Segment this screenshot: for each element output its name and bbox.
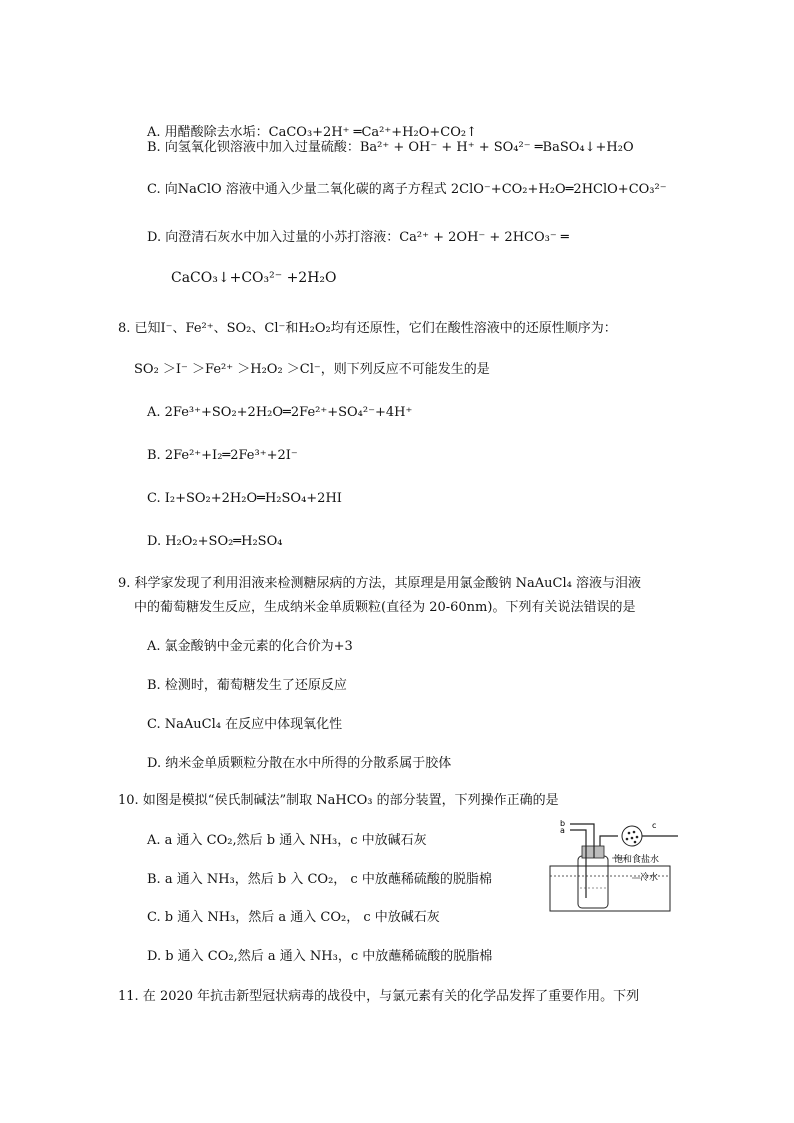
stopper: [582, 846, 604, 858]
q9-stem-line2: 中的葡萄糖发生反应，生成纳米金单质颗粒(直径为 20-60nm)。下列有关说法错误的是: [134, 600, 636, 615]
q11-stem: 11. 在 2020 年抗击新型冠状病毒的战役中，与氯元素有关的化学品发挥了重要作用。下列: [118, 989, 640, 1004]
q8-option-c: C. I₂+SO₂+2H₂O═H₂SO₄+2HI: [147, 491, 342, 506]
q8-stem: 8. 已知I⁻、Fe²⁺、SO₂、Cl⁻和H₂O₂均有还原性，它们在酸性溶液中的还原性顺序为：: [118, 321, 617, 336]
q7-option-a: A. 用醋酸除去水垢：CaCO₃+2H⁺ ═Ca²⁺+H₂O+CO₂↑: [147, 125, 477, 140]
q8-option-b: B. 2Fe²⁺+I₂═2Fe³⁺+2I⁻: [147, 448, 298, 463]
tube-c: [600, 836, 618, 846]
q9-option-b: B. 检测时，葡萄糖发生了还原反应: [147, 678, 347, 693]
q7-option-d: D. 向澄清石灰水中加入过量的小苏打溶液：Ca²⁺ + 2OH⁻ + 2HCO₃⁻ ═: [147, 230, 569, 245]
q10-stem: 10. 如图是模拟“侯氏制碱法”制取 NaHCO₃ 的部分装置，下列操作正确的是: [118, 793, 559, 808]
reaction-bottle: [578, 856, 608, 908]
drying-bulb: [622, 826, 642, 846]
label-b: b: [560, 819, 566, 828]
q9-option-a: A. 氯金酸钠中金元素的化合价为+3: [147, 639, 353, 654]
q10-option-c: C. b 通入 NH₃，然后 a 通入 CO₂， c 中放碱石灰: [147, 910, 440, 925]
q8-option-a: A. 2Fe³⁺+SO₂+2H₂O═2Fe²⁺+SO₄²⁻+4H⁺: [147, 405, 413, 420]
q7-option-c: C. 向NaClO 溶液中通入少量二氧化碳的离子方程式 2ClO⁻+CO₂+H₂O═2HClO+CO₃²⁻: [147, 182, 667, 197]
label-a: a: [560, 826, 565, 835]
apparatus-diagram: [548, 818, 680, 914]
q7-option-d-continuation: CaCO₃↓+CO₃²⁻ +2H₂O: [171, 270, 337, 286]
q8-stem-line2: SO₂ ＞I⁻ ＞Fe²⁺ ＞H₂O₂ ＞Cl⁻，则下列反应不可能发生的是: [134, 362, 490, 377]
q9-option-d: D. 纳米金单质颗粒分散在水中所得的分散系属于胶体: [147, 756, 452, 771]
label-c: c: [652, 821, 657, 830]
label-brine: 饱和食盐水: [614, 855, 660, 865]
q9-option-c: C. NaAuCl₄ 在反应中体现氧化性: [147, 717, 343, 732]
q9-stem: 9. 科学家发现了利用泪液来检测糖尿病的方法，其原理是用氯金酸钠 NaAuCl₄ 溶液与泪液: [118, 576, 642, 591]
q7-option-b: B. 向氢氧化钡溶液中加入过量硫酸：Ba²⁺ + OH⁻ + H⁺ + SO₄²⁻ ═BaSO₄↓+H₂O: [147, 140, 634, 155]
q10-option-a: A. a 通入 CO₂,然后 b 通入 NH₃，c 中放碱石灰: [147, 833, 427, 848]
label-cold-water: 冷水: [640, 873, 659, 883]
q8-option-d: D. H₂O₂+SO₂═H₂SO₄: [147, 534, 283, 549]
q10-option-d: D. b 通入 CO₂,然后 a 通入 NH₃，c 中放蘸稀硫酸的脱脂棉: [147, 949, 493, 964]
q10-option-b: B. a 通入 NH₃，然后 b 入 CO₂， c 中放蘸稀硫酸的脱脂棉: [147, 872, 492, 887]
